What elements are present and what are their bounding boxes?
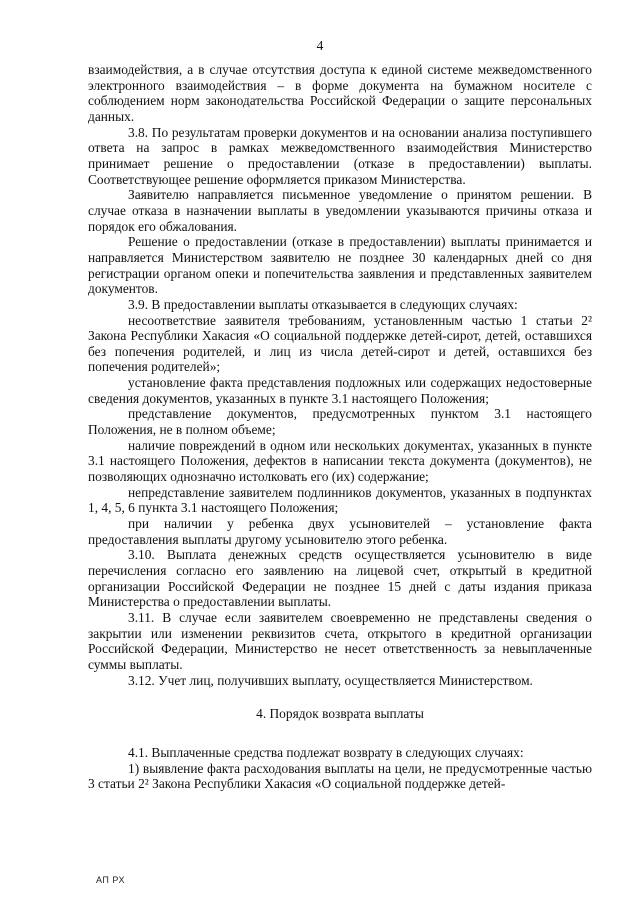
page-number: 4 bbox=[316, 38, 324, 53]
paragraph-4-1-item-1: 1) выявление факта расходования выплаты на цели, не предусмотренные частью 3 статьи 2² Закона Республики Хакасия «О социальной поддержке детей- bbox=[88, 760, 592, 792]
document-body bbox=[88, 62, 592, 792]
paragraph-3-11: 3.11. В случае если заявителем своевременно не представлены сведения о закрытии или изменении реквизитов счета, открытого в кредитной организации Российской Федерации, Министерство не несет ответственность за невыплаченные суммы выплаты. bbox=[88, 609, 592, 672]
paragraph-3-8: 3.8. По результатам проверки документов и на основании анализа поступившего ответа на запрос в рамках межведомственного взаимодействия Министерство принимает решение о предоставлении (отказе в предоставлении) выплаты. Соответствующее решение оформляется приказом Министерства. bbox=[88, 124, 592, 187]
paragraph-refusal-reason-2: установление факта представления подложных или содержащих недостоверные сведения документов, указанных в пункте 3.1 настоящего Положения; bbox=[88, 375, 592, 406]
paragraph-4-1: 4.1. Выплаченные средства подлежат возврату в следующих случаях: bbox=[128, 744, 524, 760]
paragraph-refusal-reason-6: при наличии у ребенка двух усыновителей – установление факта предоставления выплаты другому усыновителю этого ребенка. bbox=[88, 516, 592, 547]
paragraph-3-10: 3.10. Выплата денежных средств осуществляется усыновителю в виде перечисления согласно его заявлению на лицевой счет, открытый в кредитной организации Российской Федерации не позднее 15 дней с даты издания приказа Министерства о предоставлении выплаты. bbox=[88, 547, 592, 610]
paragraph-3-9: 3.9. В предоставлении выплаты отказывается в следующих случаях: bbox=[128, 296, 518, 312]
paragraph-interaction-continuation: взаимодействия, а в случае отсутствия доступа к единой системе межведомственного электронного взаимодействия – в форме документа на бумажном носителе с соблюдением норм законодательства Российской Федерации о защите персональных данных. bbox=[88, 62, 592, 124]
paragraph-refusal-reason-5: непредставление заявителем подлинников документов, указанных в подпунктах 1, 4, 5, 6 пункта 3.1 настоящего Положения; bbox=[88, 484, 592, 516]
paragraph-notification: Заявителю направляется письменное уведомление о принятом решении. В случае отказа в назначении выплаты в уведомлении указываются причины отказа и порядок его обжалования. bbox=[88, 187, 592, 234]
footer-mark: АП РХ bbox=[96, 875, 125, 885]
paragraph-refusal-reason-4: наличие повреждений в одном или нескольких документах, указанных в пункте 3.1 настоящего Положения, дефектов в написании текста документа (документов), не позволяющих однозначно истолковать его (их) содержание; bbox=[88, 437, 592, 485]
paragraph-decision-deadline: Решение о предоставлении (отказе в предоставлении) выплаты принимается и направляется Министерством заявителю не позднее 30 календарных дней со дня регистрации органом опеки и попечительства заявления и представленных заявителем документов. bbox=[88, 234, 592, 297]
paragraph-3-12: 3.12. Учет лиц, получивших выплату, осуществляется Министерством. bbox=[128, 672, 533, 688]
section-heading: 4. Порядок возврата выплаты bbox=[256, 706, 424, 722]
paragraph-refusal-reason-3: представление документов, предусмотренных пунктом 3.1 настоящего Положения, не в полном объеме; bbox=[88, 406, 592, 438]
paragraph-refusal-reason-1: несоответствие заявителя требованиям, установленным частью 1 статьи 2² Закона Республики Хакасия «О социальной поддержке детей-сирот, детей, оставшихся без попечения родителей, и лиц из числа детей-сирот и детей, оставшихся без попечения родителей»; bbox=[88, 312, 592, 375]
